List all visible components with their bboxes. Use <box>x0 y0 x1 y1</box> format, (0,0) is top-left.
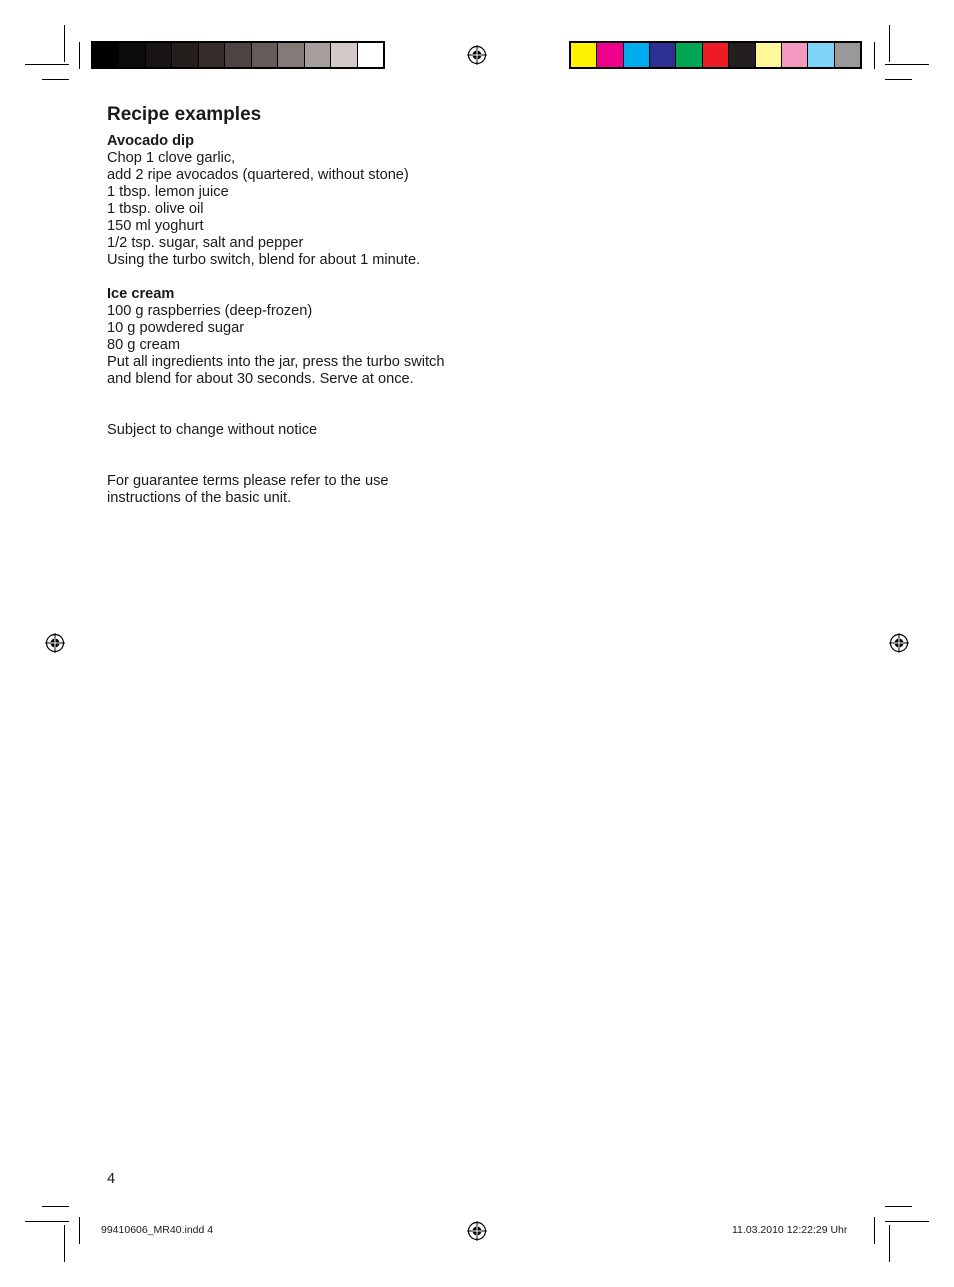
color-swatch <box>808 43 834 67</box>
recipe-title: Ice cream <box>107 286 175 302</box>
recipe-ice-cream <box>107 286 444 388</box>
color-swatch <box>278 43 304 67</box>
recipe-line: 150 ml yoghurt <box>107 218 204 234</box>
recipe-line: Using the turbo switch, blend for about 1 minute. <box>107 252 421 268</box>
crop-mark <box>889 1225 890 1262</box>
recipe-line: 100 g raspberries (deep-frozen) <box>107 303 313 319</box>
color-swatch <box>225 43 251 67</box>
crop-mark <box>64 25 65 62</box>
color-swatch <box>756 43 782 67</box>
page-number: 4 <box>107 1171 116 1187</box>
color-swatch <box>703 43 729 67</box>
color-swatch <box>305 43 331 67</box>
color-swatch <box>676 43 702 67</box>
registration-mark-icon <box>467 1221 487 1241</box>
recipe-line: 10 g powdered sugar <box>107 320 245 336</box>
change-notice <box>107 422 317 439</box>
color-swatch <box>199 43 225 67</box>
registration-mark-icon <box>889 633 909 653</box>
color-swatch <box>358 43 383 67</box>
slug-file-name: 99410606_MR40.indd 4 <box>101 1224 214 1236</box>
crop-mark <box>874 1217 875 1244</box>
crop-mark <box>874 42 875 69</box>
color-swatch <box>650 43 676 67</box>
recipe-avocado-dip <box>107 133 420 269</box>
crop-mark <box>25 1221 69 1222</box>
process-color-bar <box>569 41 862 69</box>
slug-timestamp: 11.03.2010 12:22:29 Uhr <box>732 1224 848 1236</box>
color-swatch <box>93 43 119 67</box>
page-heading: Recipe examples <box>107 104 262 125</box>
color-swatch <box>252 43 278 67</box>
recipe-title: Avocado dip <box>107 133 195 149</box>
recipe-line: Chop 1 clove garlic, <box>107 150 236 166</box>
crop-mark <box>885 79 912 80</box>
color-swatch <box>172 43 198 67</box>
color-swatch <box>729 43 755 67</box>
color-swatch <box>146 43 172 67</box>
guarantee-line: instructions of the basic unit. <box>107 490 292 506</box>
color-swatch <box>597 43 623 67</box>
crop-mark <box>885 64 929 65</box>
crop-mark <box>42 79 69 80</box>
grayscale-color-bar <box>91 41 385 69</box>
color-swatch <box>331 43 357 67</box>
registration-mark-icon <box>467 45 487 65</box>
recipe-line: 1/2 tsp. sugar, salt and pepper <box>107 235 304 251</box>
crop-mark <box>25 64 69 65</box>
registration-mark-icon <box>45 633 65 653</box>
color-swatch <box>571 43 597 67</box>
recipe-line: and blend for about 30 seconds. Serve at once. <box>107 371 414 387</box>
color-swatch <box>835 43 860 67</box>
crop-mark <box>889 25 890 62</box>
color-swatch <box>624 43 650 67</box>
guarantee-note <box>107 473 389 507</box>
crop-mark <box>885 1206 912 1207</box>
crop-mark <box>79 42 80 69</box>
crop-mark <box>42 1206 69 1207</box>
recipe-line: 1 tbsp. lemon juice <box>107 184 229 200</box>
recipe-line: add 2 ripe avocados (quartered, without stone) <box>107 167 409 183</box>
color-swatch <box>119 43 145 67</box>
crop-mark <box>79 1217 80 1244</box>
crop-mark <box>885 1221 929 1222</box>
recipe-line: 80 g cream <box>107 337 181 353</box>
notice-text: Subject to change without notice <box>107 422 318 438</box>
color-swatch <box>782 43 808 67</box>
crop-mark <box>64 1225 65 1262</box>
recipe-line: Put all ingredients into the jar, press the turbo switch <box>107 354 445 370</box>
recipe-line: 1 tbsp. olive oil <box>107 201 204 217</box>
guarantee-line: For guarantee terms please refer to the use <box>107 473 389 489</box>
